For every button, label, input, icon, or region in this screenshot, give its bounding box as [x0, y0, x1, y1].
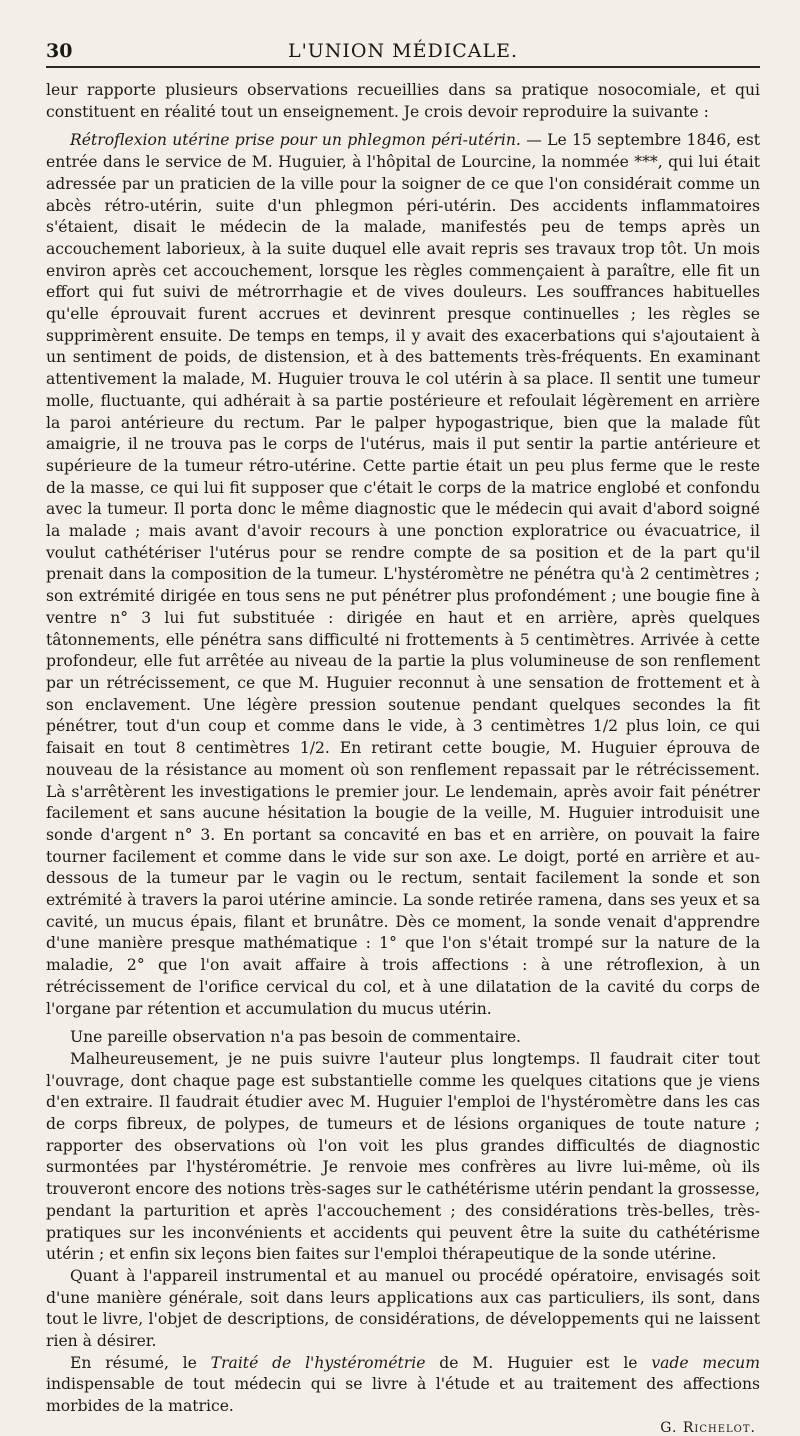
- summary-text-c: indispensable de tout médecin qui se livre à l'étude et au traitement des affections morbides de la matrice.: [46, 1375, 760, 1416]
- paragraph-intro: leur rapporte plusieurs observations recueillies dans sa pratique nosocomiale, et qui constituent en réalité tout un enseignement. Je crois devoir reproduire la suivante :: [46, 81, 760, 121]
- paragraph-summary: [46, 1353, 760, 1418]
- observation-text: — Le 15 septembre 1846, est entrée dans le service de M. Huguier, à l'hôpital de Lourcine, la nommée ***, qui lui était adressée par un praticien de la ville pour la soigner de ce que l'on considérait comme un abcès rétro-utérin, suite d'un phlegmon péri-utérin. Des accidents inflammatoires s'étaient, disait le médecin de la malade, manifestés peu de temps après un accouchement laborieux, à la suite duquel elle avait repris ses travaux trop tôt. Un mois environ après cet accouchement, lorsque les règles commençaient à paraître, elle fit un effort qui fut suivi de métrorrhagie et de vives douleurs. Les souffrances habituelles qu'elle éprouvait furent accrues et devinrent presque continuelles ; les règles se supprimèrent ensuite. De temps en temps, il y avait des exacerbations qui s'ajoutaient à un sentiment de poids, de distension, et à des battements très-fréquents. En examinant attentivement la malade, M. Huguier trouva le col utérin à sa place. Il sentit une tumeur molle, fluctuante, qui adhérait à sa partie postérieure et refoulait légèrement en arrière la paroi antérieure du rectum. Par le palper hypogastrique, bien que la malade fût amaigrie, il ne trouva pas le corps de l'utérus, mais il put sentir la partie antérieure et supérieure de la tumeur rétro-utérine. Cette partie était un peu plus ferme que le reste de la masse, ce qui lui fit supposer que c'était le corps de la matrice englobé et confondu avec la tumeur. Il porta donc le même diagnostic que le médecin qui avait d'abord soigné la malade ; mais avant d'avoir recours à une ponction exploratrice ou évacuatrice, il voulut cathétériser l'utérus pour se rendre compte de sa position et de la part qu'il prenait dans la composition de la tumeur. L'hystéromètre ne pénétra qu'à 2 centimètres ; son extrémité dirigée en tous sens ne put pénétrer plus profondément ; une bougie fine à ventre n° 3 lui fut substituée : dirigée en haut et en arrière, après quelques tâtonnements, elle pénétra sans difficulté ni frottements à 5 centimètres. Arrivée à cette profondeur, elle fut arrêtée au niveau de la partie la plus volumineuse de son renflement par un rétrécissement, ce que M. Huguier reconnut à une sensation de frottement et à son enclavement. Une légère pression soutenue pendant quelques secondes la fit pénétrer, tout d'un coup et comme dans le vide, à 3 centimètres 1/2 plus loin, ce qui faisait en tout 8 centimètres 1/2. En retirant cette bougie, M. Huguier éprouva de nouveau de la résistance au moment où son renflement repassait par le rétrécissement. Là s'arrêtèrent les investigations le premier jour. Le lendemain, après avoir fait pénétrer facilement et sans aucune hésitation la bougie de la veille, M. Huguier introduisit une sonde d'argent n° 3. En portant sa concavité en bas et en arrière, on pouvait la faire tourner facilement et comme dans le vide sur son axe. Le doigt, porté en arrière et au-dessous de la tumeur par le vagin ou le rectum, sentait facilement la sonde et son extrémité à travers la paroi utérine amincie. La sonde retirée ramena, dans ses yeux et sa cavité, un mucus épais, filant et brunâtre. Dès ce moment, la sonde venait d'apprendre d'une manière presque mathématique : 1° que l'on s'était trompé sur la nature de la maladie, 2° que l'on avait affaire à trois affections : à une rétroflexion, à un rétrécissement de l'orifice cervical du col, et à une dilatation de la cavité du corps de l'organe par rétention et accumulation du mucus utérin.: [46, 131, 760, 1018]
- observation-title: Rétroflexion utérine prise pour un phlegmon péri-utérin.: [70, 131, 521, 150]
- paragraph-comment: Une pareille observation n'a pas besoin de commentaire.: [70, 1028, 522, 1047]
- article-body: [46, 80, 760, 1436]
- summary-text-b: de M. Huguier est le: [425, 1353, 652, 1372]
- paragraph-observation: [46, 130, 760, 1020]
- vade-mecum-phrase: vade mecum: [651, 1353, 760, 1372]
- author-signature: G. Richelot.: [660, 1419, 756, 1436]
- running-title: L'UNION MÉDICALE.: [287, 40, 519, 62]
- paragraph-instruments: Quant à l'appareil instrumental et au manuel ou procédé opératoire, envisagés soit d'une manière générale, soit dans leurs applications aux cas particuliers, ils sont, dans tout le livre, l'objet de descriptions, de considérations, de développements qui ne laissent rien à désirer.: [46, 1266, 760, 1351]
- paragraph-review: Malheureusement, je ne puis suivre l'auteur plus longtemps. Il faudrait citer tout l'ouvrage, dont chaque page est substantielle comme les quelques citations que je viens d'en extraire. Il faudrait étudier avec M. Huguier l'emploi de l'hystéromètre dans les cas de corps fibreux, de polypes, de tumeurs et de lésions organiques de toute nature ; rapporter des observations où l'on voit les plus grandes difficultés de diagnostic surmontées par l'hystérométrie. Je renvoie mes confrères au livre lui-même, où ils trouveront encore des notions très-sages sur le cathétérisme utérin pendant la grossesse, pendant la parturition et après l'accouchement ; des considérations très-belles, très-pratiques sur les inconvénients et accidents qui peuvent être la suite du cathétérisme utérin ; et enfin six leçons bien faites sur l'emploi thérapeutique de la sonde utérine.: [46, 1049, 760, 1264]
- summary-text-a: En résumé, le: [70, 1353, 211, 1372]
- page-number: 30: [46, 40, 73, 62]
- book-title: Traité de l'hystérométrie: [210, 1353, 426, 1372]
- page-header: [46, 36, 760, 68]
